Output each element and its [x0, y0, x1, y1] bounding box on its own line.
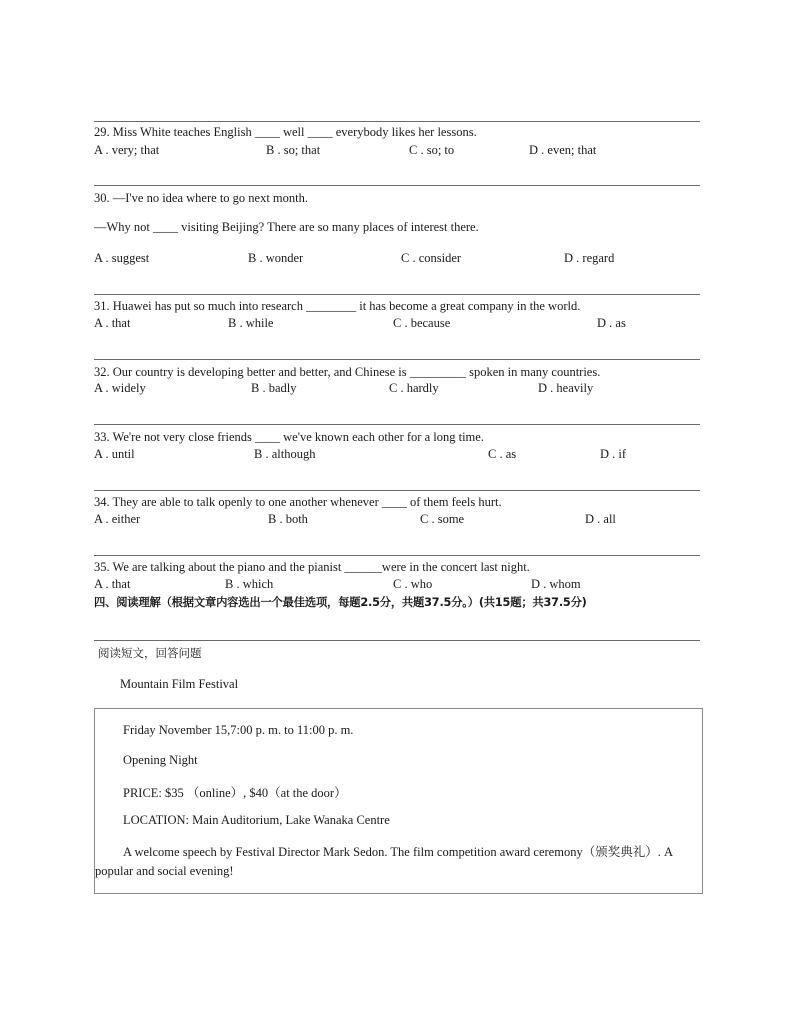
question-29-option-a: A . very; that [94, 143, 160, 157]
divider [94, 185, 700, 186]
question-31-option-b: B . while [228, 316, 274, 330]
question-30-option-d: D . regard [564, 251, 615, 265]
question-30-stem: 30. —I've no idea where to go next month. [94, 191, 309, 205]
question-35-stem: 35. We are talking about the piano and the pianist ______were in the concert last night. [94, 560, 530, 574]
question-29-option-c: C . so; to [409, 143, 455, 157]
question-31-option-c: C . because [393, 316, 451, 330]
event-price: PRICE: $35 （online）, $40（at the door） [123, 786, 347, 800]
divider [94, 490, 700, 491]
question-35-option-b: B . which [225, 577, 274, 591]
question-30-stem-reply: —Why not ____ visiting Beijing? There are so many places of interest there. [94, 220, 479, 234]
question-30-option-c: C . consider [401, 251, 462, 265]
question-32-option-a: A . widely [94, 381, 146, 395]
question-31-option-a: A . that [94, 316, 131, 330]
question-34-option-a: A . either [94, 512, 141, 526]
question-34-option-b: B . both [268, 512, 308, 526]
question-31-stem: 31. Huawei has put so much into research ________ it has become a great company in the world. [94, 299, 581, 313]
question-34-stem: 34. They are able to talk openly to one another whenever ____ of them feels hurt. [94, 495, 502, 509]
question-29-option-d: D . even; that [529, 143, 597, 157]
question-32-option-b: B . badly [251, 381, 297, 395]
question-33-option-d: D . if [600, 447, 627, 461]
question-32-option-d: D . heavily [538, 381, 594, 395]
passage-title: Mountain Film Festival [120, 677, 239, 691]
divider [94, 424, 700, 425]
question-32-stem: 32. Our country is developing better and better, and Chinese is _________ spoken in many countries. [94, 365, 601, 379]
question-33-option-a: A . until [94, 447, 135, 461]
question-35-option-c: C . who [393, 577, 433, 591]
question-29-stem: 29. Miss White teaches English ____ well ____ everybody likes her lessons. [94, 125, 477, 139]
question-30-option-a: A . suggest [94, 251, 150, 265]
question-33-option-c: C . as [488, 447, 517, 461]
divider [94, 555, 700, 556]
reading-instruction: 阅读短文，回答问题 [98, 646, 202, 660]
divider [94, 359, 700, 360]
divider [94, 294, 700, 295]
event-location: LOCATION: Main Auditorium, Lake Wanaka Centre [123, 813, 390, 827]
question-30-option-b: B . wonder [248, 251, 304, 265]
question-29-option-b: B . so; that [266, 143, 321, 157]
question-31-option-d: D . as [597, 316, 626, 330]
question-33-option-b: B . although [254, 447, 316, 461]
event-info-box [94, 708, 703, 894]
question-34-option-d: D . all [585, 512, 616, 526]
event-description: A welcome speech by Festival Director Mark Sedon. The film competition award ceremony（颁奖典礼）. A popular and social evening! [95, 845, 673, 878]
event-date-time: Friday November 15,7:00 p. m. to 11:00 p. m. [123, 723, 354, 737]
section-heading: 四、阅读理解（根据文章内容选出一个最佳选项，每题2.5分，共题37.5分。）(共15题；共37.5分) [94, 596, 587, 609]
divider [94, 121, 700, 122]
divider [94, 640, 700, 641]
event-name: Opening Night [123, 753, 198, 767]
question-34-option-c: C . some [420, 512, 465, 526]
question-33-stem: 33. We're not very close friends ____ we've known each other for a long time. [94, 430, 484, 444]
question-35-option-a: A . that [94, 577, 131, 591]
question-35-option-d: D . whom [531, 577, 581, 591]
question-32-option-c: C . hardly [389, 381, 439, 395]
